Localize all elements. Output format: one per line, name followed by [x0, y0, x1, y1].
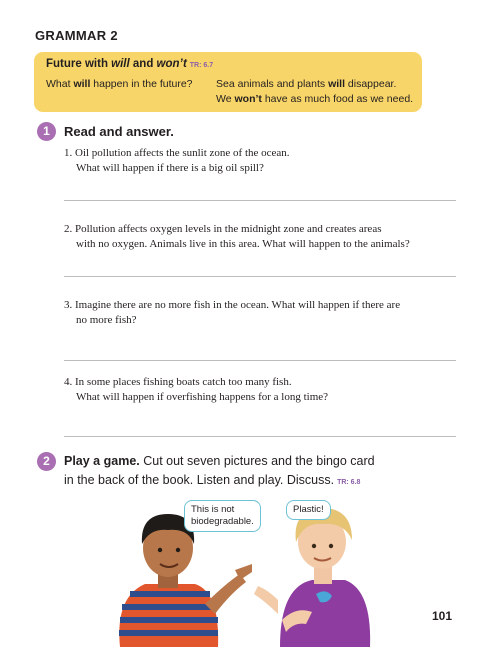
speech-bubble-boy: This is not biodegradable. — [184, 500, 261, 532]
question-4: 4. In some places fishing boats catch too many fish. What will happen if overfishing happens for a long time? — [64, 376, 329, 403]
page-number: 101 — [432, 609, 453, 623]
track-label: TR: 6.8 — [337, 479, 361, 486]
grammar-example-question: What will happen in the future? — [46, 78, 193, 90]
grammar-example-will: Sea animals and plants will disappear. — [216, 78, 397, 90]
exercise-number: 2 — [37, 452, 56, 471]
track-label: TR: 6.7 — [189, 62, 214, 69]
answer-line[interactable] — [64, 200, 456, 201]
question-2: 2. Pollution affects oxygen levels in the midnight zone and creates areas with no oxygen. Animals live in this area. What will happen to the animals? — [64, 223, 410, 250]
answer-line[interactable] — [64, 276, 456, 277]
section-heading: GRAMMAR 2 — [35, 28, 118, 43]
grammar-box-title: Future with will and won’t TR: 6.7 — [46, 58, 214, 70]
exercise-title: Read and answer. — [64, 124, 174, 139]
girl-illustration — [254, 508, 370, 647]
question-1: 1. Oil pollution affects the sunlit zone of the ocean. What will happen if there is a big oil spill? — [64, 147, 290, 174]
question-3: 3. Imagine there are no more fish in the ocean. What will happen if there are no more fish? — [64, 299, 401, 326]
exercise-title: Play a game. — [64, 454, 140, 468]
grammar-example-wont: We won’t have as much food as we need. — [216, 93, 414, 105]
boy-illustration — [119, 514, 252, 647]
exercise-number: 1 — [37, 122, 56, 141]
exercise-2-instructions: Play a game. Cut out seven pictures and the bingo card in the back of the book. Listen and play. Discuss. TR: 6.8 — [64, 454, 375, 487]
answer-line[interactable] — [64, 436, 456, 437]
answer-line[interactable] — [64, 360, 456, 361]
speech-bubble-girl: Plastic! — [286, 500, 331, 520]
